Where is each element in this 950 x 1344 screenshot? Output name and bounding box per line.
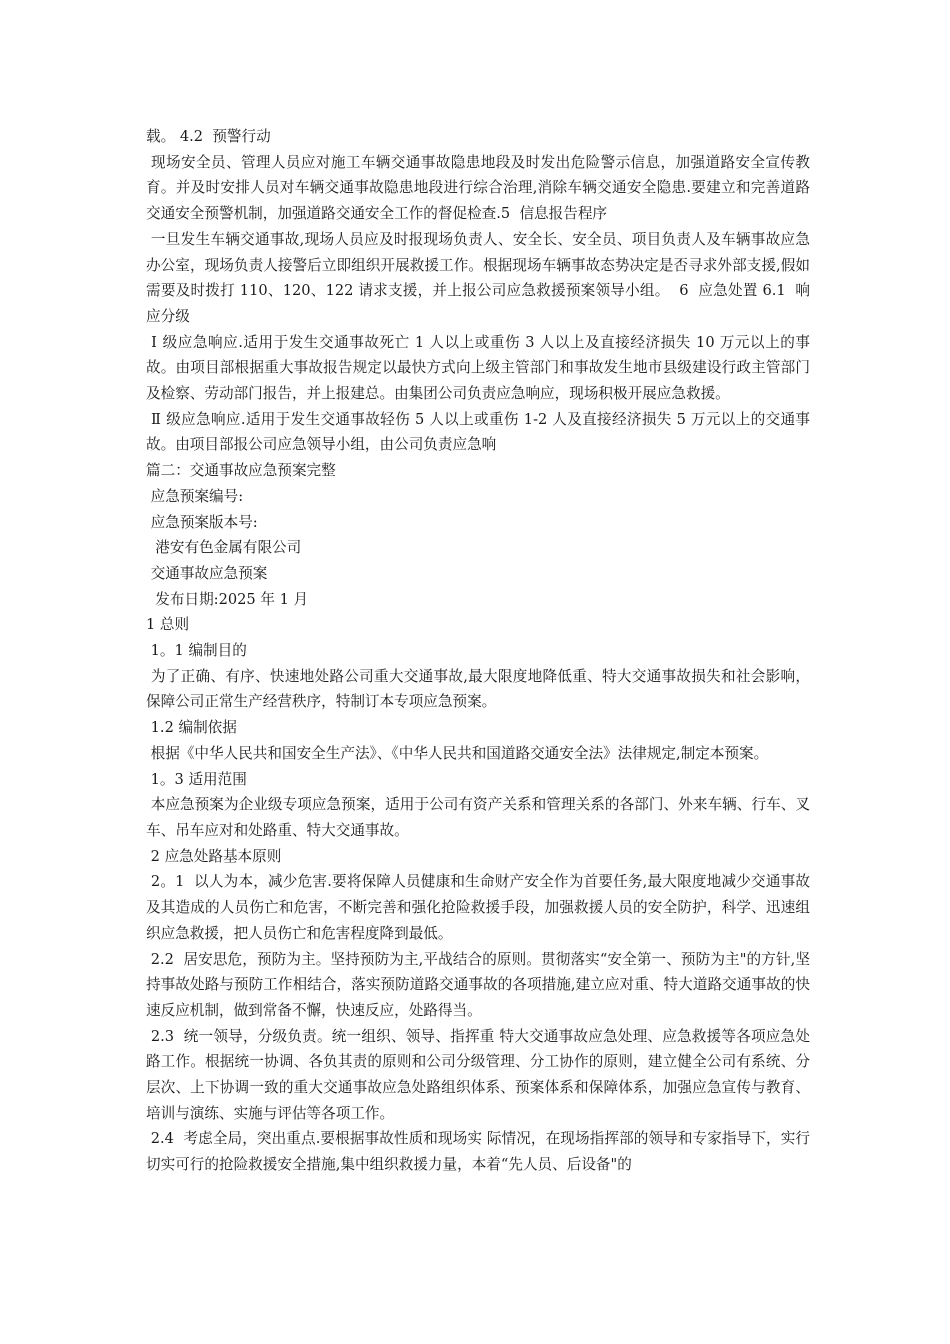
plan-version-label: 应急预案版本号: [146, 513, 258, 531]
publish-date: 发布日期:2025 年 1 月 [146, 590, 309, 608]
chapter-heading-part-2: 篇二：交通事故应急预案完整 [146, 462, 336, 480]
document-page [146, 124, 810, 1178]
paragraph-level-1-response: Ⅰ 级应急响应.适用于发生交通事故死亡 1 人以上或重伤 3 人以上及直接经济损失 10 万元以上的事故。由项目部根据重大事故报告规定以最快方式向上级主管部门和事故发生地市县级建设行政主管部门及检察、劳动部门报告，并上报建总。由集团公司负责应急响应，现场积极开展应急救援。 [146, 333, 810, 403]
paragraph-scope: 本应急预案为企业级专项应急预案，适用于公司有资产关系和管理关系的各部门、外来车辆、行车、叉车、吊车应对和处路重、特大交通事故。 [146, 796, 810, 839]
paragraph-basis: 根据《中华人民共和国安全生产法》、《中华人民共和国道路交通安全法》法律规定,制定本预案。 [146, 744, 769, 762]
paragraph-principle-2-1: 2。1 以人为本，减少危害.要将保障人员健康和生命财产安全作为首要任务,最大限度地减少交通事故及其造成的人员伤亡和危害，不断完善和强化抢险救援手段，加强救援人员的安全防护，科学、迅速组织应急救援，把人员伤亡和危害程度降到最低。 [146, 873, 810, 942]
paragraph-level-2-response: Ⅱ 级应急响应.适用于发生交通事故轻伤 5 人以上或重伤 1-2 人及直接经济损失 5 万元以上的交通事故。由项目部报公司应急领导小组，由公司负责应急响 [146, 410, 811, 454]
paragraph-principle-2-4: 2.4 考虑全局，突出重点.要根据事故性质和现场实 际情况，在现场指挥部的领导和专家指导下，实行切实可行的抢险救援安全措施,集中组织救援力量，本着“先人员、后设备"的 [146, 1130, 810, 1174]
section-heading-1-1: 1。1 编制目的 [146, 642, 247, 660]
text-line-section-4-2: 载。 4.2 预警行动 [146, 128, 271, 145]
plan-title: 交通事故应急预案 [146, 564, 268, 582]
paragraph-principle-2-2: 2.2 居安思危，预防为主。坚持预防为主,平战结合的原则。贯彻落实“安全第一、预防为主"的方针,坚持事故处路与预防工作相结合，落实预防道路交通事故的各项措施,建立应对重、特大道路交通事故的快速反应机制，做到常备不懈，快速反应，处路得当。 [146, 950, 810, 1019]
section-heading-2: 2 应急处路基本原则 [146, 847, 282, 865]
section-heading-1-2: 1.2 编制依据 [146, 719, 237, 737]
section-heading-1-3: 1。3 适用范围 [146, 770, 247, 788]
paragraph-principle-2-3: 2.3 统一领导，分级负责。统一组织、领导、指挥重 特大交通事故应急处理、应急救援等各项应急处路工作。根据统一协调、各负其责的原则和公司分级管理、分工协作的原则，建立健全公司有系统、分层次、上下协调一致的重大交通事故应急处路组织体系、预案体系和保障体系，加强应急宣传与教育、培训与演练、实施与评估等各项工作。 [146, 1027, 811, 1122]
company-name: 港安有色金属有限公司 [146, 539, 302, 557]
paragraph-warning-action: 现场安全员、管理人员应对施工车辆交通事故隐患地段及时发出危险警示信息，加强道路安全宣传教育。并及时安排人员对车辆交通事故隐患地段进行综合治理,消除车辆交通安全隐患.要建立和完善道路交通安全预警机制，加强道路交通安全工作的督促检查.5 信息报告程序 [146, 153, 810, 223]
section-heading-general: 1 总则 [146, 616, 190, 634]
paragraph-purpose: 为了正确、有序、快速地处路公司重大交通事故,最大限度地降低重、特大交通事故损失和社会影响，保障公司正常生产经营秩序，特制订本专项应急预案。 [146, 667, 810, 711]
paragraph-report-procedure: 一旦发生车辆交通事故,现场人员应及时报现场负责人、安全长、安全员、项目负责人及车辆事故应急办公室，现场负责人接警后立即组织开展救援工作。根据现场车辆事故态势决定是否寻求外部支援,假如需要及时拨打 110、120、122 请求支援，并上报公司应急救援预案领导小组。 6 应急处置 6.1 响应分级 [146, 230, 810, 325]
plan-number-label: 应急预案编号: [146, 487, 244, 505]
